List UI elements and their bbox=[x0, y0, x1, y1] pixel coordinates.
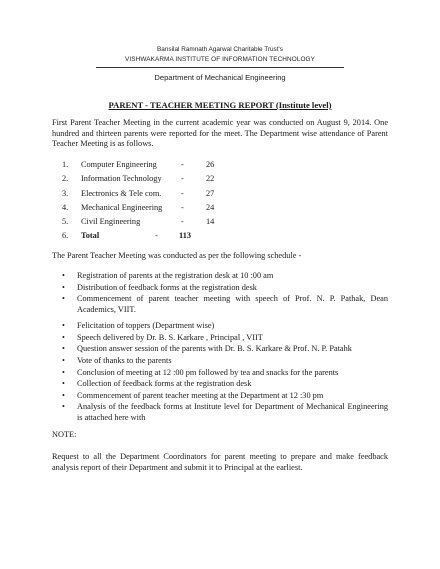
row-number: 4. bbox=[62, 202, 69, 212]
row-number: 1. bbox=[62, 160, 69, 169]
schedule-list bbox=[62, 271, 388, 424]
row-number: 5. bbox=[62, 217, 69, 227]
closing-paragraph: Request to all the Department Coordinators for parent meeting to prepare and make feedback analysis report of their Department and submit it to Principal at the earliest. bbox=[52, 452, 388, 472]
schedule-item bbox=[62, 379, 388, 389]
bullet-icon: • bbox=[62, 344, 65, 354]
attendance-row bbox=[62, 203, 282, 217]
schedule-item-text: Commencement of parent teacher meeting at the Department at 12 :30 pm bbox=[77, 390, 324, 400]
row-number: 2. bbox=[62, 174, 69, 184]
schedule-item bbox=[62, 402, 388, 423]
parent-count: 27 bbox=[206, 188, 215, 198]
schedule-item-text: Question answer session of the parents with Dr. B. S. Karkare & Prof. N. P. Patahk bbox=[77, 344, 352, 354]
department-name: Department of Mechanical Engineering bbox=[154, 73, 286, 82]
attendance-list bbox=[62, 160, 282, 246]
institute-name: VISHWAKARMA INSTITUTE OF INFORMATION TECHNOLOGY bbox=[125, 56, 315, 63]
schedule-intro: The Parent Teacher Meeting was conducted as per the following schedule - bbox=[52, 251, 302, 260]
bullet-icon: • bbox=[62, 355, 65, 365]
schedule-item bbox=[62, 294, 388, 315]
total-count: 113 bbox=[179, 231, 191, 241]
bullet-icon: • bbox=[62, 271, 65, 280]
row-number: 6. bbox=[62, 231, 69, 241]
bullet-icon: • bbox=[62, 379, 65, 389]
schedule-item bbox=[62, 356, 388, 366]
bullet-icon: • bbox=[62, 294, 65, 304]
schedule-item bbox=[62, 321, 388, 331]
department-label: Mechanical Engineering bbox=[81, 202, 163, 212]
attendance-row bbox=[62, 160, 282, 174]
parent-count: 14 bbox=[206, 217, 215, 227]
schedule-item-text: Conclusion of meeting at 12 :00 pm followed by tea and snacks for the parents bbox=[77, 367, 339, 377]
schedule-item-text: Speech delivered by Dr. B. S. Karkare , Principal , VIIT bbox=[77, 332, 263, 342]
schedule-item-text: Collection of feedback forms at the registration desk bbox=[77, 379, 252, 389]
row-number: 3. bbox=[62, 188, 69, 198]
bullet-icon: • bbox=[62, 332, 65, 342]
attendance-row bbox=[62, 189, 282, 203]
trust-name: Bansilal Ramnath Agarwal Charitable Trust's bbox=[157, 46, 283, 53]
separator-dash: - bbox=[181, 174, 184, 184]
separator-dash: - bbox=[181, 188, 184, 198]
department-label: Information Technology bbox=[81, 174, 162, 184]
department-label: Electronics & Tele com. bbox=[81, 188, 162, 198]
schedule-item bbox=[62, 368, 388, 378]
attendance-row bbox=[62, 217, 282, 231]
schedule-item-text: Commencement of parent teacher meeting with speech of Prof. N. P. Pathak, Dean Academics, VIIT. bbox=[77, 294, 388, 314]
department-label: Computer Engineering bbox=[81, 160, 157, 169]
schedule-item-text: Distribution of feedback forms at the registration desk bbox=[77, 282, 257, 292]
bullet-icon: • bbox=[62, 321, 65, 331]
schedule-item bbox=[62, 391, 388, 401]
parent-count: 22 bbox=[206, 174, 215, 184]
separator-dash: - bbox=[181, 202, 184, 212]
attendance-total-row bbox=[62, 231, 282, 245]
schedule-item-text: Felicitation of toppers (Department wise) bbox=[77, 321, 215, 331]
intro-paragraph: First Parent Teacher Meeting in the current academic year was conducted on August 9, 2014. One hundred and thirteen parents were reported for the meet. The Department wise attendance of Parent Teacher Meeting is as follows. bbox=[52, 118, 388, 149]
bullet-icon: • bbox=[62, 390, 65, 400]
separator-dash: - bbox=[155, 231, 158, 241]
schedule-item bbox=[62, 271, 388, 281]
schedule-item-text: Registration of parents at the registration desk at 10 :00 am bbox=[77, 271, 274, 280]
parent-count: 24 bbox=[206, 202, 215, 212]
bullet-icon: • bbox=[62, 282, 65, 292]
bullet-icon: • bbox=[62, 402, 65, 412]
schedule-item bbox=[62, 344, 388, 354]
schedule-item bbox=[62, 283, 388, 293]
schedule-item-text: Vote of thanks to the parents bbox=[77, 355, 172, 365]
schedule-item bbox=[62, 333, 388, 343]
bullet-icon: • bbox=[62, 367, 65, 377]
separator-dash: - bbox=[181, 217, 184, 227]
separator-dash: - bbox=[181, 160, 184, 169]
attendance-row bbox=[62, 174, 282, 188]
schedule-item-text: Analysis of the feedback forms at Institute level for Department of Mechanical Engineering is attached here with bbox=[77, 402, 388, 422]
total-label: Total bbox=[81, 231, 100, 241]
header-divider bbox=[96, 67, 344, 68]
report-title: PARENT - TEACHER MEETING REPORT (Institute level) bbox=[108, 100, 332, 110]
department-label: Civil Engineering bbox=[81, 217, 141, 227]
note-label: NOTE: bbox=[52, 430, 77, 439]
parent-count: 26 bbox=[206, 160, 215, 169]
